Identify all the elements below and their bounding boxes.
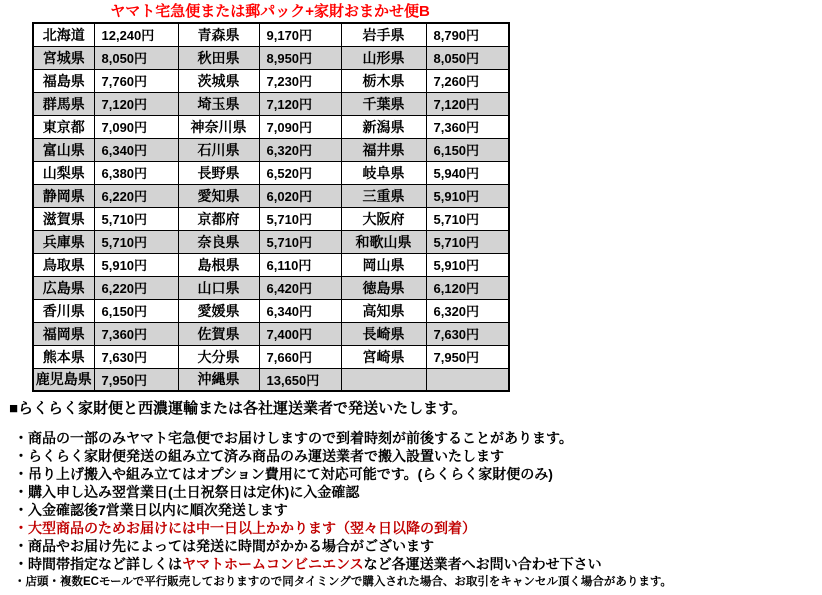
shipping-fee-table — [32, 22, 510, 392]
notes-section — [9, 400, 819, 592]
price-cell: 6,340円 — [94, 138, 178, 161]
price-cell: 8,050円 — [426, 46, 509, 69]
note-item — [14, 429, 819, 447]
note-text: ・入金確認後7営業日以内に順次発送します — [14, 502, 288, 518]
prefecture-cell: 秋田県 — [178, 46, 259, 69]
price-cell: 7,630円 — [426, 322, 509, 345]
prefecture-cell: 香川県 — [33, 299, 94, 322]
note-item — [14, 447, 819, 465]
prefecture-cell: 佐賀県 — [178, 322, 259, 345]
prefecture-cell: 大分県 — [178, 345, 259, 368]
fee-table-row — [33, 115, 509, 138]
prefecture-cell: 熊本県 — [33, 345, 94, 368]
prefecture-cell: 徳島県 — [341, 276, 426, 299]
fee-table-row — [33, 92, 509, 115]
note-item — [14, 465, 819, 483]
prefecture-cell: 宮崎県 — [341, 345, 426, 368]
note-item — [14, 519, 819, 537]
price-cell: 7,120円 — [426, 92, 509, 115]
note-text: ・吊り上げ搬入や組み立てはオプション費用にて対応可能です。(らくらく家財便のみ) — [14, 466, 553, 482]
prefecture-cell: 三重県 — [341, 184, 426, 207]
price-cell: 7,090円 — [94, 115, 178, 138]
note-text-highlight: ヤマトホームコンビニエンス — [182, 556, 364, 572]
price-cell: 6,340円 — [259, 299, 341, 322]
fee-table-row — [33, 368, 509, 391]
price-cell: 7,660円 — [259, 345, 341, 368]
price-cell: 7,360円 — [94, 322, 178, 345]
prefecture-cell: 神奈川県 — [178, 115, 259, 138]
fee-table-row — [33, 253, 509, 276]
prefecture-cell: 静岡県 — [33, 184, 94, 207]
prefecture-cell: 奈良県 — [178, 230, 259, 253]
price-cell: 6,020円 — [259, 184, 341, 207]
prefecture-cell: 京都府 — [178, 207, 259, 230]
fee-table-row — [33, 207, 509, 230]
price-cell: 6,110円 — [259, 253, 341, 276]
fee-table-row — [33, 23, 509, 46]
fee-table-row — [33, 184, 509, 207]
prefecture-cell: 岐阜県 — [341, 161, 426, 184]
prefecture-cell: 大阪府 — [341, 207, 426, 230]
note-text: ・店頭・複数ECモールで平行販売しておりますので同タイミングで購入された場合、お取引をキャンセル頂く場合があります。 — [14, 576, 672, 588]
prefecture-cell: 茨城県 — [178, 69, 259, 92]
prefecture-cell: 鳥取県 — [33, 253, 94, 276]
note-text: など各運送業者へお問い合わせ下さい — [363, 556, 602, 572]
price-cell: 9,170円 — [259, 23, 341, 46]
prefecture-cell: 石川県 — [178, 138, 259, 161]
prefecture-cell: 群馬県 — [33, 92, 94, 115]
fee-table-row — [33, 161, 509, 184]
price-cell: 12,240円 — [94, 23, 178, 46]
price-cell: 8,790円 — [426, 23, 509, 46]
price-cell — [426, 368, 509, 391]
prefecture-cell: 北海道 — [33, 23, 94, 46]
price-cell: 6,220円 — [94, 184, 178, 207]
prefecture-cell: 沖縄県 — [178, 368, 259, 391]
fee-table-row — [33, 322, 509, 345]
note-text: ・らくらく家財便発送の組み立て済み商品のみ運送業者で搬入設置いたします — [14, 448, 504, 464]
prefecture-cell: 福井県 — [341, 138, 426, 161]
note-text: ・購入申し込み翌営業日(土日祝祭日は定休)に入金確認 — [14, 484, 360, 500]
fee-table-row — [33, 138, 509, 161]
price-cell: 6,320円 — [259, 138, 341, 161]
price-cell: 5,710円 — [426, 207, 509, 230]
prefecture-cell: 鹿児島県 — [33, 368, 94, 391]
prefecture-cell: 島根県 — [178, 253, 259, 276]
prefecture-cell: 滋賀県 — [33, 207, 94, 230]
price-cell: 6,150円 — [94, 299, 178, 322]
prefecture-cell: 千葉県 — [341, 92, 426, 115]
note-item — [14, 483, 819, 501]
price-cell: 13,650円 — [259, 368, 341, 391]
prefecture-cell: 和歌山県 — [341, 230, 426, 253]
price-cell: 6,320円 — [426, 299, 509, 322]
note-item — [14, 501, 819, 519]
price-cell: 8,050円 — [94, 46, 178, 69]
prefecture-cell: 岩手県 — [341, 23, 426, 46]
price-cell: 6,220円 — [94, 276, 178, 299]
price-cell: 7,400円 — [259, 322, 341, 345]
price-cell: 7,630円 — [94, 345, 178, 368]
price-cell: 7,360円 — [426, 115, 509, 138]
price-cell: 6,150円 — [426, 138, 509, 161]
price-cell: 5,710円 — [259, 230, 341, 253]
prefecture-cell: 兵庫県 — [33, 230, 94, 253]
prefecture-cell: 新潟県 — [341, 115, 426, 138]
note-text-highlight: ・大型商品のためお届けには中一日以上かかります（翌々日以降の到着） — [14, 520, 476, 536]
price-cell: 8,950円 — [259, 46, 341, 69]
note-text: ・商品やお届け先によっては発送に時間がかかる場合がございます — [14, 538, 434, 554]
price-cell: 7,260円 — [426, 69, 509, 92]
note-item — [14, 537, 819, 555]
price-cell: 7,950円 — [426, 345, 509, 368]
price-cell: 5,910円 — [426, 184, 509, 207]
price-cell: 6,120円 — [426, 276, 509, 299]
fee-table-row — [33, 276, 509, 299]
price-cell: 5,710円 — [426, 230, 509, 253]
prefecture-cell: 長崎県 — [341, 322, 426, 345]
price-cell: 5,910円 — [426, 253, 509, 276]
fee-table-row — [33, 345, 509, 368]
fee-table-row — [33, 69, 509, 92]
fee-table-row — [33, 299, 509, 322]
prefecture-cell: 山形県 — [341, 46, 426, 69]
prefecture-cell: 山梨県 — [33, 161, 94, 184]
notes-heading: ■らくらく家財便と西濃運輸または各社運送業者で発送いたします。 — [9, 400, 467, 417]
price-cell: 5,710円 — [94, 230, 178, 253]
prefecture-cell: 岡山県 — [341, 253, 426, 276]
prefecture-cell: 青森県 — [178, 23, 259, 46]
note-text: ・商品の一部のみヤマト宅急便でお届けしますので到着時刻が前後することがあります。 — [14, 430, 573, 446]
prefecture-cell: 山口県 — [178, 276, 259, 299]
prefecture-cell: 埼玉県 — [178, 92, 259, 115]
prefecture-cell — [341, 368, 426, 391]
price-cell: 5,910円 — [94, 253, 178, 276]
price-cell: 5,710円 — [94, 207, 178, 230]
price-cell: 5,710円 — [259, 207, 341, 230]
note-item — [14, 573, 819, 592]
price-cell: 6,520円 — [259, 161, 341, 184]
price-cell: 7,760円 — [94, 69, 178, 92]
prefecture-cell: 高知県 — [341, 299, 426, 322]
prefecture-cell: 福島県 — [33, 69, 94, 92]
price-cell: 7,120円 — [94, 92, 178, 115]
price-cell: 5,940円 — [426, 161, 509, 184]
prefecture-cell: 広島県 — [33, 276, 94, 299]
shipping-table-title: ヤマト宅急便または郵パック+家財おまかせ便B — [110, 3, 430, 20]
fee-table-row — [33, 46, 509, 69]
price-cell: 7,950円 — [94, 368, 178, 391]
prefecture-cell: 栃木県 — [341, 69, 426, 92]
prefecture-cell: 富山県 — [33, 138, 94, 161]
price-cell: 7,230円 — [259, 69, 341, 92]
price-cell: 6,380円 — [94, 161, 178, 184]
prefecture-cell: 宮城県 — [33, 46, 94, 69]
prefecture-cell: 福岡県 — [33, 322, 94, 345]
fee-table-row — [33, 230, 509, 253]
note-item — [14, 555, 819, 573]
prefecture-cell: 愛知県 — [178, 184, 259, 207]
prefecture-cell: 長野県 — [178, 161, 259, 184]
prefecture-cell: 東京都 — [33, 115, 94, 138]
notes-list — [9, 429, 819, 592]
price-cell: 7,090円 — [259, 115, 341, 138]
note-text: ・時間帯指定など詳しくは — [14, 556, 182, 572]
price-cell: 6,420円 — [259, 276, 341, 299]
prefecture-cell: 愛媛県 — [178, 299, 259, 322]
price-cell: 7,120円 — [259, 92, 341, 115]
